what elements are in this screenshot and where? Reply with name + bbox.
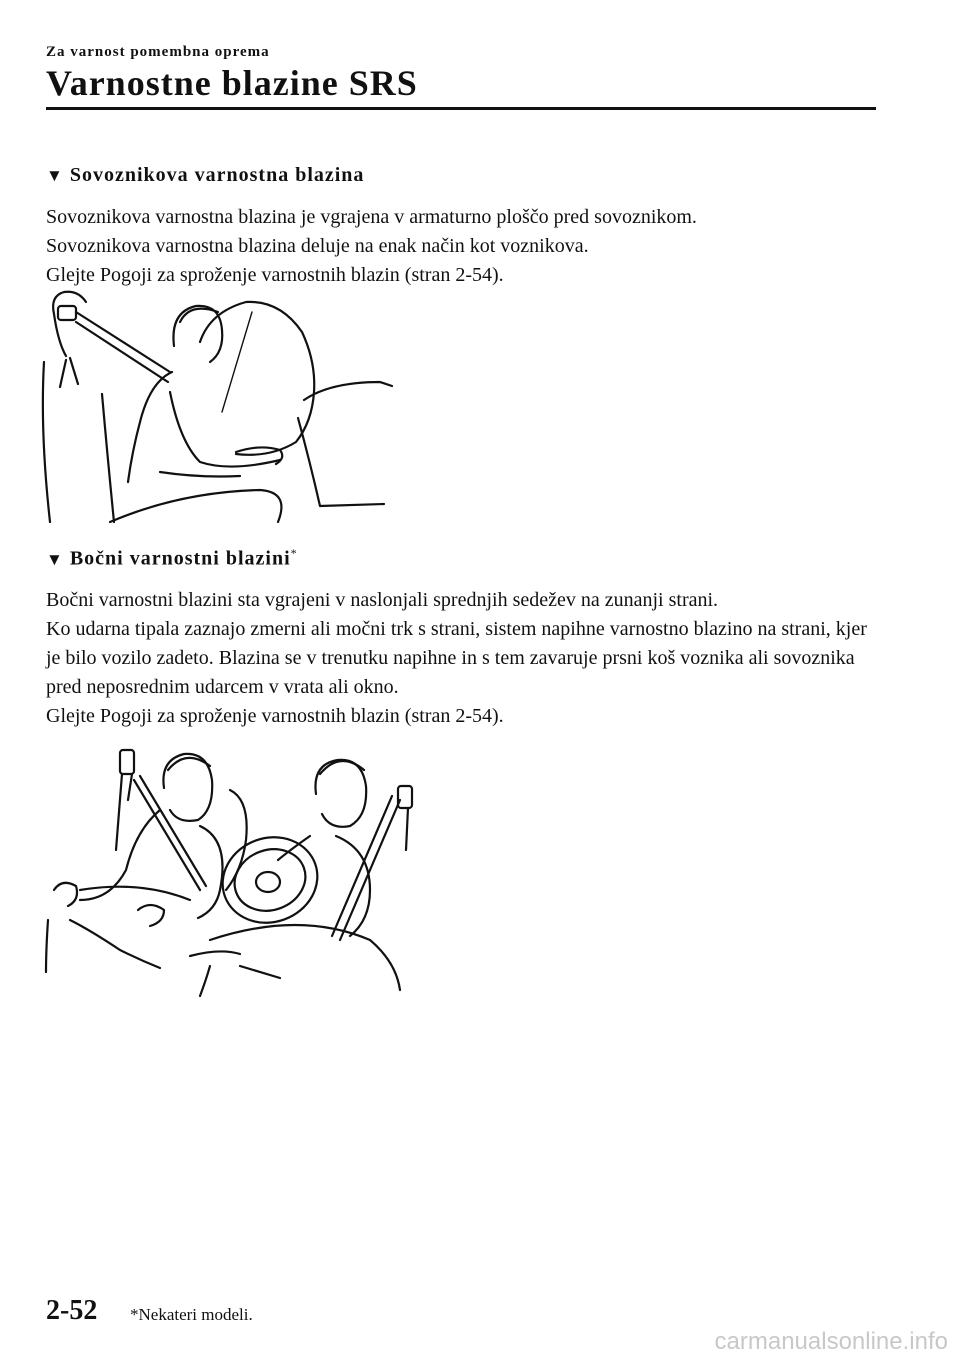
paragraph: Glejte Pogoji za sproženje varnostnih blazin (stran 2-54). bbox=[46, 264, 504, 286]
triangle-marker-icon: ▼ bbox=[46, 166, 64, 185]
title-rule bbox=[46, 107, 876, 110]
page-title: Varnostne blazine SRS bbox=[46, 63, 418, 103]
passenger-airbag-illustration bbox=[40, 282, 400, 530]
section-body-side-airbags bbox=[46, 586, 886, 731]
section-heading-passenger-airbag bbox=[46, 164, 364, 187]
section-body-passenger-airbag bbox=[46, 203, 886, 290]
section-heading-side-airbags bbox=[46, 546, 298, 571]
paragraph: Bočni varnostni blazini sta vgrajeni v naslonjali sprednjih sedežev na zunanji strani. bbox=[46, 589, 719, 611]
optional-equipment-asterisk: * bbox=[290, 546, 298, 560]
triangle-marker-icon: ▼ bbox=[46, 549, 64, 569]
footnote: *Nekateri modeli. bbox=[130, 1305, 253, 1324]
section-kicker: Za varnost pomembna oprema bbox=[46, 44, 270, 60]
paragraph: Sovoznikova varnostna blazina deluje na enak način kot voznikova. bbox=[46, 235, 589, 257]
side-airbags-illustration bbox=[40, 740, 420, 1000]
paragraph: Glejte Pogoji za sproženje varnostnih blazin (stran 2-54). bbox=[46, 705, 504, 727]
paragraph: Ko udarna tipala zaznajo zmerni ali močni trk s strani, sistem napihne varnostno blazino na strani, kjer je bilo vozilo zadeto. Blazina se v trenutku napihne in s tem zavaruje prsni koš voznika ali sovoznika pred neposrednim udarcem v vrata ali okno. bbox=[46, 618, 867, 698]
page-number: 2-52 bbox=[46, 1295, 98, 1326]
watermark-text: carmanualsonline.info bbox=[714, 1328, 948, 1355]
section-heading-text: Bočni varnostni blazini bbox=[69, 547, 291, 570]
section-heading-text: Sovoznikova varnostna blazina bbox=[69, 164, 365, 186]
paragraph: Sovoznikova varnostna blazina je vgrajena v armaturno ploščo pred sovoznikom. bbox=[46, 206, 697, 228]
